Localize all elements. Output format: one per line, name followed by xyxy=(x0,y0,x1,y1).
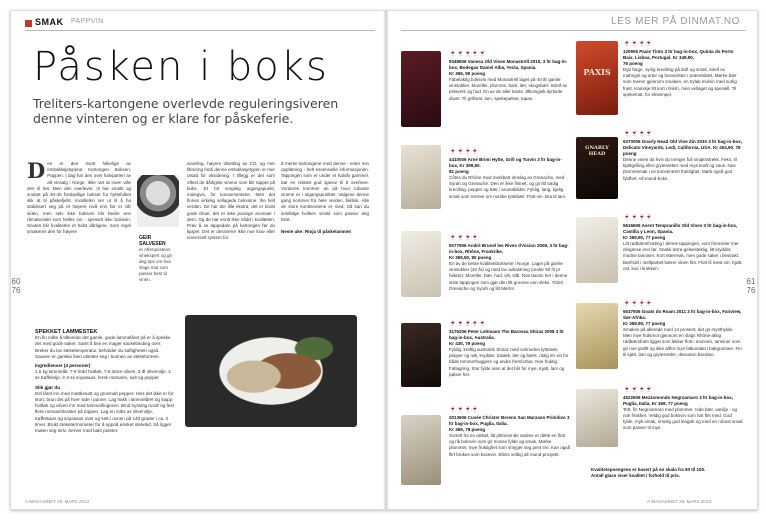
recipe-box: SPEKKET LAMMESTEK En fin måte å tilberede det gamle, gode lammelåret på er å spekke det med gode saker. Samt å bse en mager sausebinding over. Breker du lav steketemperatur, beholder du saftigheten også. Sausen er ganske liten utsetter seg i bunnen av stekeformen. Ingredienser (4 personer) 1,5 kg lammelår, 7-8 fedd hvitløk, 7-8 store oliven, 3 dl olivenolje, 2 ss trøffelolje, 2-3 ss soyasaus, fersk rosmarin, salt og pepper Slik gjør du Del låret inn med mattbesatt og grovmalt pepper. Hvis det ikke er for stort, brun det på hver side i panne. Lag hakk i lammelåret og stapp hvitløk og oliven inn med tommelfingeren. Bind hyssing rundt og fest flere rosmarinkvister på toppen. Lag en miks av olivenolje, trøffelsaus og soyasaus over og sett i ovnen på 140 grader i ca. 2 timer. Brukt steketermometer for å oppnå ønsket steketid. Så ligger maten seg selv. Server med bakt poteter. xyxy=(35,329,174,434)
page-number-left: 60 76 xyxy=(11,277,21,295)
footer-left: A-MAGASINET 29. MARS 2013 xyxy=(25,499,89,504)
ingredients-list: 1,5 kg lammelår, 7-8 fedd hvitløk, 7-8 store oliven, 3 dl olivenolje, 2 ss trøffelolje, 2-3 ss soyasaus, fersk rosmarin, salt og pepper xyxy=(35,369,171,381)
lamb-roast-photo xyxy=(185,315,357,427)
subsection-label: PAPPVIN xyxy=(71,18,104,25)
wine-rating-glasses: 🍷🍷🍷🍷 xyxy=(449,407,479,413)
section-label: SMAK xyxy=(35,17,64,27)
wine-entry: 9370006 Gnarly Head Old Vine Zin 2010 3 ltr bag-in-box, Delicato Vineyards, Lodi, California, USA. Kr 404,90. 78 poeng Denne vinen da hvis du trenger full smaksstrekk. Feks, til kjøttgrilling eller grytesretter med mye kraft og saus. Noe plommemak i en konsentrert fruktighet. Mørk også god fyldhet. All round-boks. xyxy=(623,139,742,181)
wine-rating-glasses: 🍷🍷🍷🍷🍷 xyxy=(449,51,487,57)
author-name: GEIR SALVESEN xyxy=(139,235,166,247)
wine-entry: 2013606 Cuvée Christer Berens San Marzano Primitivo 3 ltr bag-in-box, Puglia, Italia. Kr 369, 78 poeng Sortett fra en artikel, litt pittresende sødme er dette en flott og rik boksvin som gir mosse fylde og smak. Mørke plommer, mye fruktighet som smyger seg pent inn. Kan også flirt brukes som kosevin. Ellers velbig all round-prosjekt. xyxy=(449,415,571,457)
wine-box-paxis xyxy=(576,41,618,115)
header-rule-left xyxy=(25,30,375,31)
article-column-2: avveling, høyere tilsetting av CO, og mer filtrering fordi denne emballasjetypen er mer utsatt for oksidering. I tillegg er det som oftest de dårligste vinene som blir tappet på boks. Et bit sorgelig utgangspunkt, mulegvis, for konsumentene. Men det finnes virkelig sellagede bokvinne. Ihe helt verden. De har der lille ekstra; det er brukt gode druer, det er ikke pussige aromaer i dem. Og de har ennå ikke nådd i kvaliteten. Prøv å se tappedato på kartongen før du kjøper. Det er dessverre ikke noe krav eller universelt system for xyxy=(187,161,275,241)
ingredients-heading: Ingredienser (4 personer) xyxy=(35,363,91,369)
wine-entry: 5616606 Avent Tempranillo Old Vines 3 ltr bag-in-box, Castilla y Leon, Spania. Kr 359,90, 77 poeng Litt rødbærsfrukting i denne tappingen, som fremviser mer eleganse enn før. Snakk tørre-gelsesteklig, litt krydder, modne tanniner. Kort etterreak, men gode saker i bestrakt. Børfrukt i mellpartiet bærer vinen fint. Flott til mest vin. Kjøtt, ost, kos i krokken. xyxy=(623,223,743,271)
magazine-spread xyxy=(10,10,758,510)
author-portrait xyxy=(137,175,179,227)
drop-cap: D xyxy=(27,158,46,183)
wine-entry: 120906 Paxis Tinto 3 ltr bag-in-box, Quinta do Porto Baix, Lisboa, Portugal. Kr 349,90, 76 poeng Dyp farge, syrlig kreolling på duft og smak, streif av mahogni og urter og busviolster i prærebildet. Mørke bær som mener gjennom smaken, en trylak mulvin med surlig frukt. Kanskje litt kort i finish, men vellaget og spesiell. Til spekemat, for eksempel. xyxy=(623,49,737,97)
article-column-1: Den er den mest folkelige av emballasjetypene: Kartongen. Boksen. Pappen. I dag har den over halvparten av alt vinsalg i Norge. Ikke rart at noen ville den til livs. Men den overlever. Vi har smakt og snuttet på 30-40 forskjellige bokser for hyttefolket slik at til påskefjells. Kvaliteten ser ut til å ha stabilisert seg på et høyere nivå enn før et når siden, men selv ikke boksvin blir bedre enn råmaterialet som helles inn - spesielt ikke boksvin. Snuten blir kvaliteten et halvt dårligere. Som regel smakeres den for høyere xyxy=(27,158,131,235)
article-subtitle: Treliters-kartongene overlevde reguleringsiveren denne vinteren og er klare for påskeferie. xyxy=(33,96,339,126)
wine-box-vanesa xyxy=(401,51,441,127)
page-number-right: 61 76 xyxy=(746,277,756,295)
wine-rating-glasses: 🍷🍷🍷🍷 xyxy=(449,149,479,155)
wine-box-goats-do-roam xyxy=(576,303,618,369)
wine-box-arne-brimi xyxy=(401,145,441,209)
article-title: Påsken i boks xyxy=(33,44,329,90)
wine-rating-glasses: 🍷🍷🍷🍷 xyxy=(623,387,653,393)
header-link-text: LES MER PÅ DINMAT.NO xyxy=(611,16,741,27)
method-heading: Slik gjør du xyxy=(35,384,61,390)
next-week-note: Neste uke: Rioja til påskelammet xyxy=(281,229,352,235)
rating-legend: Kvalitetspoengene er basert på en skala fra 50 til 100. Antall glass viser kvalitet i forhold til pris. xyxy=(591,467,706,479)
method-text: Del låret inn med mattbesatt og grovmalt pepper. Hvis det ikke er for stort, brun det på hver side i panne. Lag hakk i lammelåret og stapp hvitløk og oliven inn med tommelfingeren. Bind hyssing rundt og fest flere rosmarinkvister på toppen. Lag en miks av olivenolje, trøffelsaus og soyasaus over og sett i ovnen på 140 grader i ca. 2 timer. Brukt steketermometer for å oppnå ønsket steketid. Så ligger maten seg selv. Server med bakt poteter. xyxy=(35,390,174,434)
wine-box-peter-lehmann xyxy=(401,323,441,387)
wine-entry: 5537506 Goats do Roam 2011 3 ltr bag-in-box, Fairview, Sør-Afrika. Kr 359,90, 77 poeng Smakes på allerede med 14 prosent, det gir mynthylde. Men mye fruktmot gjennom en slags Rhône-aktig rødbærsfrukt ligget som lekker flott i munnen, tanniner som gir noe grøftt og ikke altfor mye fatkontakt i bakgrunnen. Fin til kjøtt, lam og grytesretter, dessuten bacalao. xyxy=(623,309,742,357)
wine-entry: 9348606 Vanesa Old Vines Monastrell 2010, 3 ltr bag-in-box, Bodegas Daniel Alba, Yecla, Spania. Kr 369, 90 poeng Fabelaktig boksvin med Monastrell laget på 40 år gamle vinstokker. Moreller, plomme, bark, lær, skogsbær. Streif av pelsverk og hud. En av de aller beste. Økologisk dyrkede druer. Til grillmat, lam, spekepølser, tapas. xyxy=(449,59,568,101)
wine-rating-glasses: 🍷🍷🍷🍷 xyxy=(449,235,479,241)
footer-right: A-MAGASINET 29. MARS 2013 xyxy=(647,499,711,504)
wine-rating-glasses: 🍷🍷🍷🍷 xyxy=(623,301,653,307)
wine-rating-glasses: 🍷🍷🍷🍷 xyxy=(623,131,653,137)
wine-entry: 4522606 Mezzomondo Negroamaro 3 ltr bag-in-box, Puglia, Italia. Kr 369, 77 poeng Tett, fin Negroamaro med plommer, rode bær, vanilje - og nok friskhet. Veldig god boksvin som har flet med. God fylde, myk smak, rimelig god lengde og med en robust smak som passer til mye. xyxy=(623,395,743,431)
page-fold xyxy=(383,11,389,509)
wine-box-christer-berens xyxy=(401,415,441,485)
header-rule-right xyxy=(401,30,746,31)
wine-rating-glasses: 🍷🍷🍷🍷 xyxy=(623,41,653,47)
wine-box-avent xyxy=(576,217,618,283)
wine-box-mezzomondo xyxy=(576,389,618,447)
wine-box-andre-brunel xyxy=(401,231,441,297)
wine-entry: 3176206 Peter Lehmann The Barossa Shiraz 2008 3 ltr bag-in-box, Australia. Kr 430, 79 poeng Fyldig, kraftig australsk Shiraz med solmodna tyttebær, pepper og røk, krydder, tobakk, lær og bærk, riktig en vin for både tommerhuggere og andre fremforbar. Noe fruktig. Fatlagring. Stor fylde uten at det blir for mye. Kjøtt, lam og pølser her. xyxy=(449,329,569,377)
wine-entry: 4410006 Arne Brimi Hytte, Grill og Turvin 3 ltr bag-in-box, Kr 399,90. 81 poeng Côtes du Rhône med merkbart innslag av Grenache, med Syrah og Grenache. Den er ikke flinnet, og gir litt sødig kreolling, pepper og bær i aromabildet. Fyldig, lang, kjølig smak som minner om norske tyttebær. Flott vin. Bra til lam. xyxy=(449,157,567,199)
article-column-3: å merke kartongene med denne - enter min oppfatning - helt essensielle informasjonen. Tappingen som er under et halvår gammel, bør en relativt god sjanse til å overleve. Vurderen kommer an på hvor robuste vinene er i utgangspunktet. Valgene denne gang kommer fra hele verden, faktisk. Alle de store kontinentene er med. Så kan du selvfølge hvilken vinstil som passer deg best. Neste uke: Rioja til påskelammet xyxy=(281,161,369,235)
author-bio: GEIR SALVESEN er Aftenpostens vinekspert og gir deg tips om hva slags mat som passer best til vinen. xyxy=(139,235,177,283)
section-marker xyxy=(25,20,32,27)
recipe-title: SPEKKET LAMMESTEK xyxy=(35,329,98,335)
wine-box-paxis-logo: PAXIS xyxy=(583,67,611,77)
wine-entry: 5077906 André Brunel les Rives d'Aicion 2009, 3 ltr bag-in-box, Rhône, Frankrike. Kr 369,90, 80 poeng En av de beste kvalitetsboksene i Norge. Laget på gamle vinstokker (40 år) og med lav avkastning (under 50 hl pr hektar). Moreller, bær, hud, vilt, stål. Noe tannin her i denne siste tappingen som gjør den litt grovere enn sleks. 70/20 Grenache og Syrah og litt Merlot. xyxy=(449,243,569,291)
wine-box-gnarly-head-logo: GNARLY HEAD xyxy=(585,145,609,157)
wine-rating-glasses: 🍷🍷🍷🍷 xyxy=(623,215,653,221)
wine-rating-glasses: 🍷🍷🍷🍷🍷 xyxy=(449,321,487,327)
